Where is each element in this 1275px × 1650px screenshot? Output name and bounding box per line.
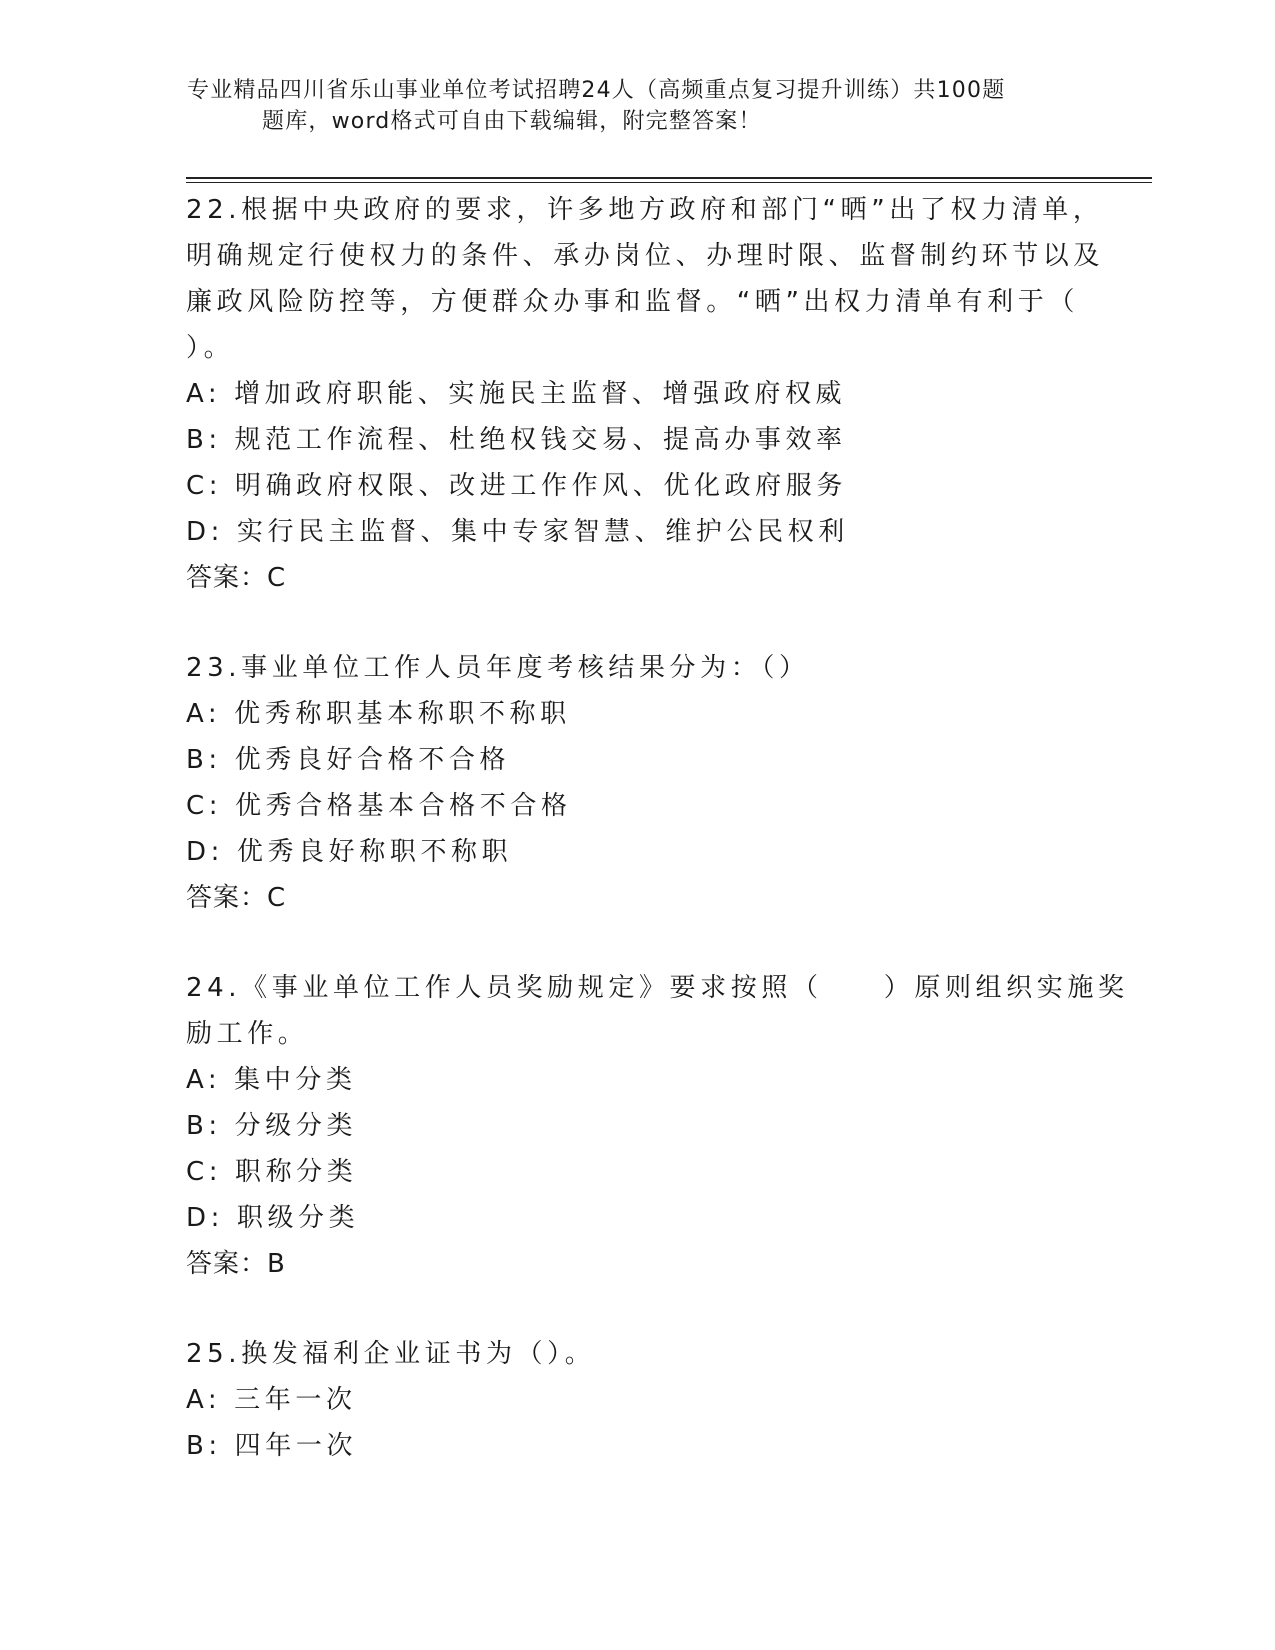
question-stem-line: 明确规定行使权力的条件、承办岗位、办理时限、监督制约环节以及 bbox=[186, 241, 1105, 271]
option-a: A: 集中分类 bbox=[186, 1065, 357, 1095]
option-c: C: 职称分类 bbox=[186, 1157, 358, 1187]
question-23 bbox=[186, 645, 1086, 921]
option-d: D: 优秀良好称职不称职 bbox=[186, 837, 513, 867]
option-d: D: 职级分类 bbox=[186, 1203, 360, 1233]
question-24 bbox=[186, 965, 1129, 1287]
question-list bbox=[186, 187, 1129, 1469]
option-a: A: 优秀称职基本称职不称职 bbox=[186, 699, 571, 729]
question-stem-line: 25.换发福利企业证书为（）。 bbox=[186, 1339, 596, 1369]
option-c: C: 明确政府权限、改进工作作风、优化政府服务 bbox=[186, 471, 847, 501]
option-a: A: 三年一次 bbox=[186, 1385, 357, 1415]
question-stem-line: ）。 bbox=[186, 333, 235, 363]
question-stem-line: 24.《事业单位工作人员奖励规定》要求按照（ ）原则组织实施奖 bbox=[186, 973, 1129, 1003]
header-divider bbox=[186, 177, 1152, 183]
question-stem-line: 23.事业单位工作人员年度考核结果分为：（） bbox=[186, 653, 810, 683]
question-stem-line: 励工作。 bbox=[186, 1019, 309, 1049]
spacer bbox=[186, 1287, 1086, 1331]
question-25 bbox=[186, 1331, 1086, 1469]
option-b: B: 四年一次 bbox=[186, 1431, 358, 1461]
option-d: D: 实行民主监督、集中专家智慧、维护公民权利 bbox=[186, 517, 849, 547]
question-stem-line: 22.根据中央政府的要求，许多地方政府和部门“晒”出了权力清单， bbox=[186, 195, 1104, 225]
option-c: C: 优秀合格基本合格不合格 bbox=[186, 791, 572, 821]
spacer bbox=[186, 921, 1086, 965]
header-title-line-1: 专业精品四川省乐山事业单位考试招聘24人（高频重点复习提升训练）共100题 bbox=[187, 78, 1006, 103]
option-a: A: 增加政府职能、实施民主监督、增强政府权威 bbox=[186, 379, 847, 409]
option-b: B: 规范工作流程、杜绝权钱交易、提高办事效率 bbox=[186, 425, 847, 455]
answer-text: 答案：C bbox=[186, 883, 287, 913]
answer-text: 答案：B bbox=[186, 1249, 286, 1279]
spacer bbox=[186, 601, 1086, 645]
question-22 bbox=[186, 187, 1105, 601]
answer-text: 答案：C bbox=[186, 563, 287, 593]
option-b: B: 优秀良好合格不合格 bbox=[186, 745, 511, 775]
question-stem-line: 廉政风险防控等，方便群众办事和监督。“晒”出权力清单有利于（ bbox=[186, 287, 1079, 317]
header-title-line-2: 题库，word格式可自由下载编辑，附完整答案！ bbox=[262, 109, 762, 134]
option-b: B: 分级分类 bbox=[186, 1111, 358, 1141]
